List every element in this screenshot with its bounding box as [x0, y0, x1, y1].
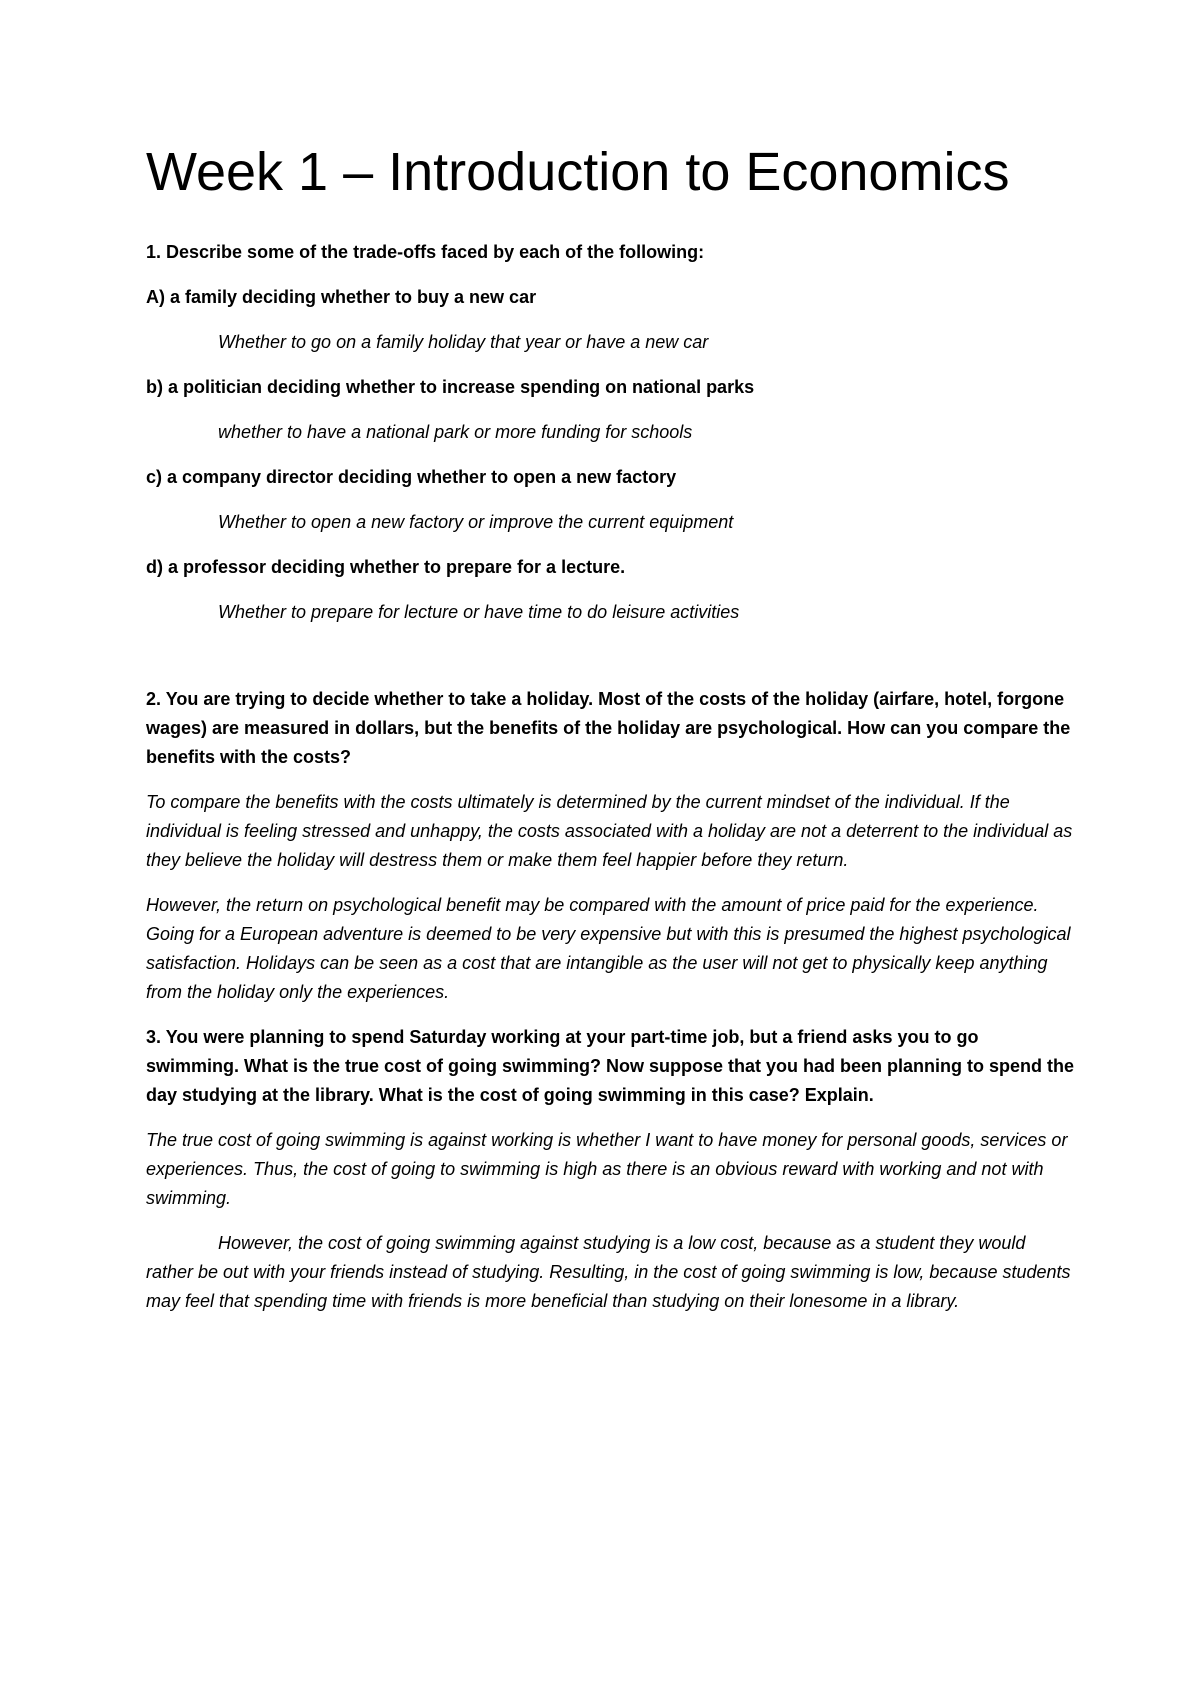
- question-1-prompt: 1. Describe some of the trade-offs faced by each of the following:: [146, 242, 705, 262]
- question-2: 2. You are trying to decide whether to take a holiday. Most of the costs of the holiday (airfare, hotel, forgone wages) are measured in dollars, but the benefits of the holiday are psychological. How can you compare the benefits with the costs?: [146, 689, 1071, 767]
- question-1a: A) a family deciding whether to buy a new car: [146, 287, 537, 307]
- answer-2-paragraph-2: However, the return on psychological benefit may be compared with the amount of price paid for the experience. Going for a European adventure is deemed to be very expensive but with this is presumed the highest psychological satisfaction. Holidays can be seen as a cost that are intangible as the user will not get to physically keep anything from the holiday only the experiences.: [146, 895, 1071, 1002]
- answer-2-paragraph-1: To compare the benefits with the costs ultimately is determined by the current mindset of the individual. If the individual is feeling stressed and unhappy, the costs associated with a holiday are not a deterrent to the individual as they believe the holiday will destress them or make them feel happier before they return.: [146, 792, 1073, 870]
- answer-1b: whether to have a national park or more funding for schools: [218, 422, 693, 442]
- question-1b: b) a politician deciding whether to increase spending on national parks: [146, 377, 755, 397]
- answer-3-paragraph-2: However, the cost of going swimming against studying is a low cost, because as a student they would rather be out with your friends instead of studying. Resulting, in the cost of going swimming is low, because students may feel that spending time with friends is more beneficial than studying on their lonesome in a library.: [146, 1233, 1071, 1311]
- question-1c: c) a company director deciding whether to open a new factory: [146, 467, 677, 487]
- page-title: Week 1 – Introduction to Economics: [146, 142, 1010, 202]
- document-content: [146, 140, 1076, 1316]
- answer-1a: Whether to go on a family holiday that year or have a new car: [218, 332, 709, 352]
- question-1d: d) a professor deciding whether to prepare for a lecture.: [146, 557, 626, 577]
- answer-1d: Whether to prepare for lecture or have time to do leisure activities: [218, 602, 740, 622]
- answer-3-paragraph-1: The true cost of going swimming is against working is whether I want to have money for personal goods, services or experiences. Thus, the cost of going to swimming is high as there is an obvious reward with working and not with swimming.: [146, 1130, 1068, 1208]
- question-3: 3. You were planning to spend Saturday working at your part-time job, but a friend asks you to go swimming. What is the true cost of going swimming? Now suppose that you had been planning to spend the day studying at the library. What is the cost of going swimming in this case? Explain.: [146, 1027, 1075, 1105]
- answer-1c: Whether to open a new factory or improve the current equipment: [218, 512, 734, 532]
